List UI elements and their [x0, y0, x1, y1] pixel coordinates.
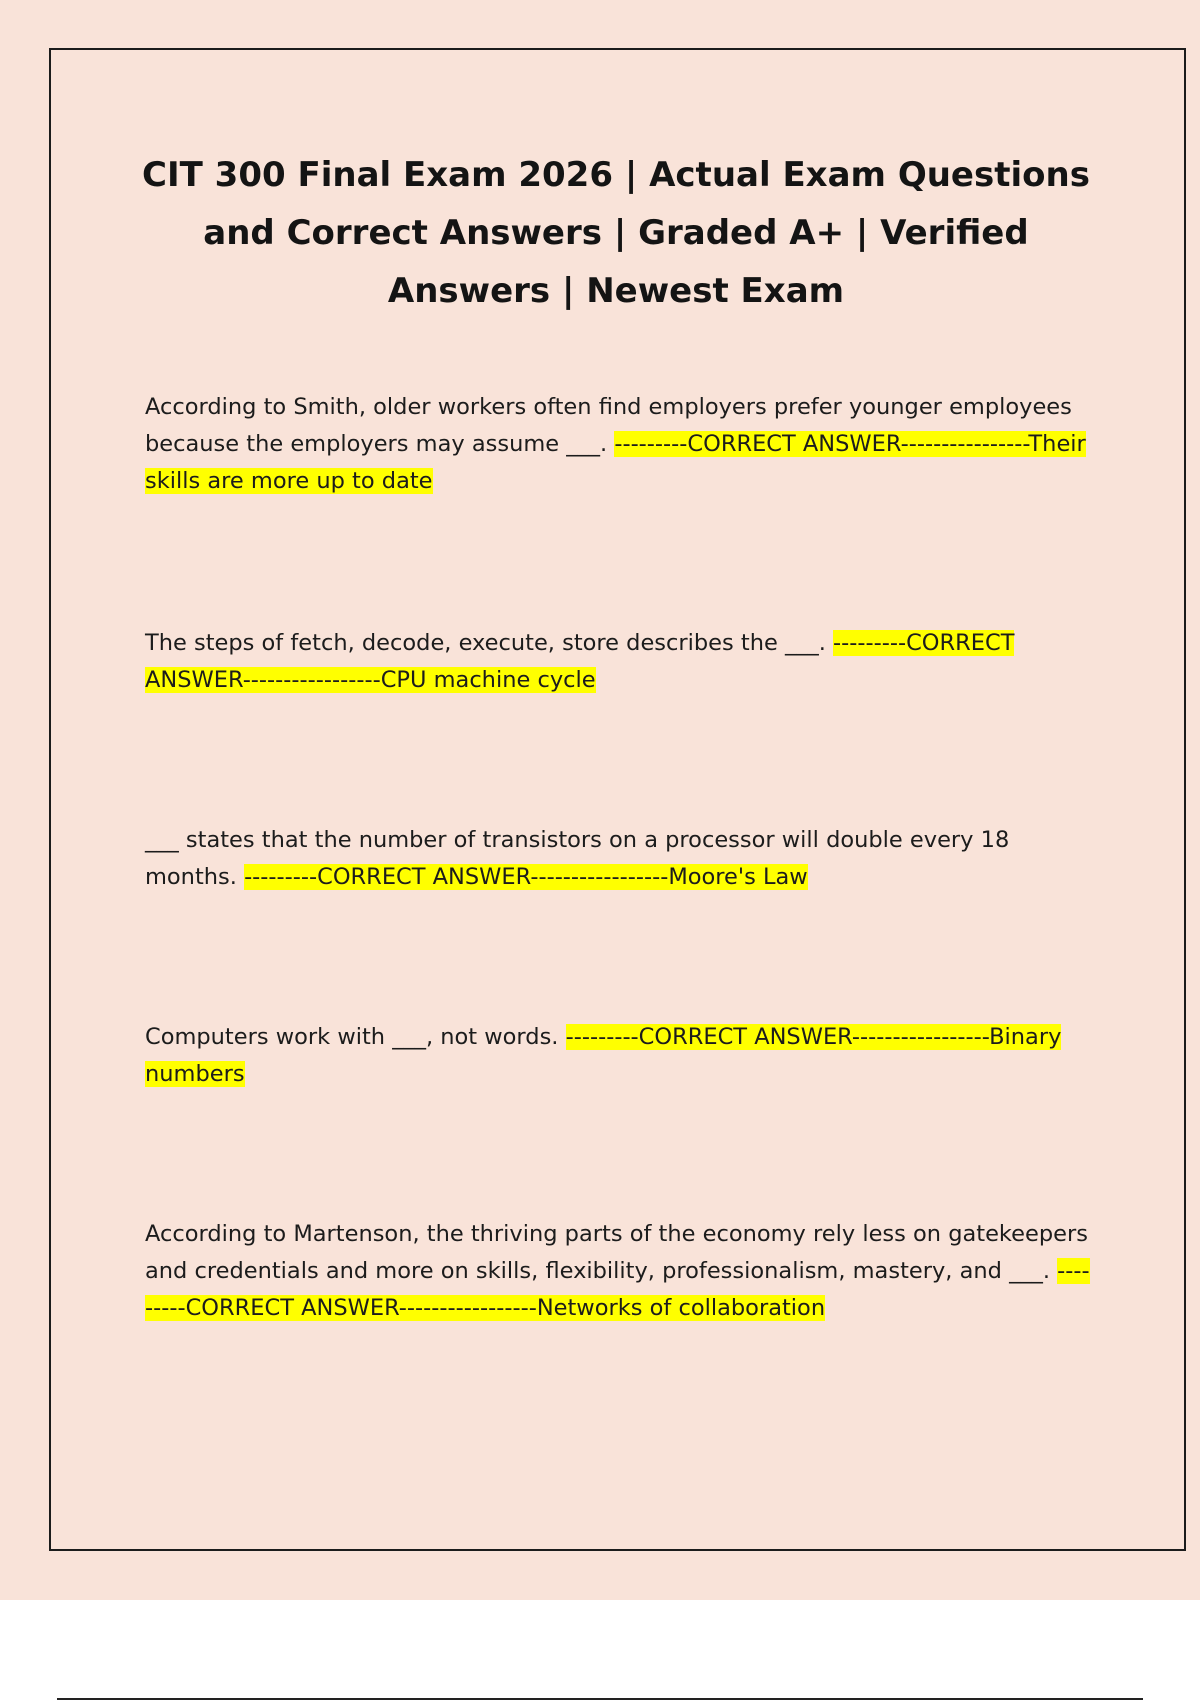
question-answer-item	[145, 1019, 1095, 1093]
question-answer-item	[145, 822, 1095, 896]
question-answer-item	[145, 1216, 1095, 1327]
highlighted-answer: ---------CORRECT ANSWER-----------------Binary numbers	[145, 1024, 1062, 1087]
question-text: According to Smith, older workers often find employers prefer younger employees because the employers may assume ___.	[145, 394, 1072, 457]
highlighted-answer: ---------CORRECT ANSWER-----------------Moore's Law	[244, 864, 808, 890]
question-answer-item	[145, 389, 1095, 500]
highlighted-answer: ---------CORRECT ANSWER-----------------CPU machine cycle	[145, 630, 1015, 693]
question-answer-item	[145, 625, 1095, 699]
question-text: According to Martenson, the thriving parts of the economy rely less on gatekeepers and credentials and more on skills, flexibility, professionalism, mastery, and ___.	[145, 1221, 1088, 1284]
document-title: CIT 300 Final Exam 2026 | Actual Exam Questions and Correct Answers | Graded A+ | Verified Answers | Newest Exam	[142, 155, 1090, 311]
highlighted-answer: ---------CORRECT ANSWER-----------------Networks of collaboration	[145, 1258, 1090, 1321]
question-text: The steps of fetch, decode, execute, store describes the ___.	[145, 630, 834, 656]
question-text: Computers work with ___, not words.	[145, 1024, 566, 1050]
question-text: ___ states that the number of transistors on a processor will double every 18 months.	[145, 827, 1010, 890]
highlighted-answer: ---------CORRECT ANSWER----------------Their skills are more up to date	[145, 431, 1086, 494]
